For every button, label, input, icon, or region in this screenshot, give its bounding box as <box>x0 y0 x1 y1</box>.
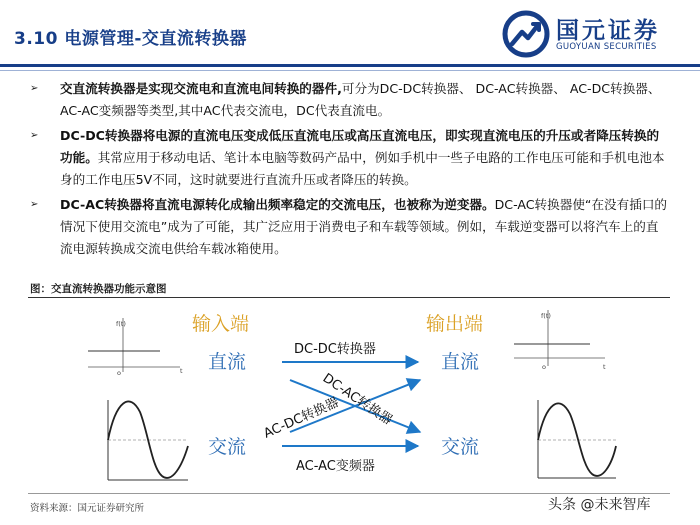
dc-label-right: 直流 <box>441 351 480 373</box>
bullet-item <box>30 78 670 122</box>
ac-graph-right <box>538 400 616 478</box>
dc-graph-left <box>88 318 183 377</box>
header-divider-thin <box>0 70 700 71</box>
ac-graph-left <box>108 400 188 480</box>
guoyuan-logo-icon <box>502 10 550 58</box>
output-label: 输出端 <box>426 313 484 335</box>
axis-t-label: t <box>180 367 183 375</box>
converter-diagram <box>30 300 675 490</box>
logo-chinese-name: 国元证券 <box>556 18 660 44</box>
bullet-list <box>30 78 670 263</box>
axis-f-label: f(t) <box>541 312 551 320</box>
dc-graph-right <box>514 310 606 371</box>
bullet-item <box>30 194 670 260</box>
arrow-acac-label: AC-AC变频器 <box>296 459 375 474</box>
figure-divider <box>28 297 670 298</box>
ac-label-left: 交流 <box>208 436 247 458</box>
dc-label-left: 直流 <box>208 351 247 373</box>
input-label: 输入端 <box>192 313 250 335</box>
ac-label-right: 交流 <box>441 436 480 458</box>
arrow-acdc-label: AC-DC转换器 <box>261 395 342 442</box>
axis-f-label: f(t) <box>116 320 126 328</box>
triangle-arrow-icon: ➢ <box>30 83 39 94</box>
axis-o-label: o <box>542 363 546 371</box>
axis-t-label: t <box>603 363 606 371</box>
bullet-text: 其常应用于移动电话、笔计本电脑等数码产品中，例如手机中一些子电路的工作电压可能和手机电池本身的工作电压5V不同，这时就要进行直流升压或者降压的转换。 <box>60 150 665 187</box>
figure-caption: 图：交直流转换器功能示意图 <box>30 283 167 295</box>
arrow-dcdc-label: DC-DC转换器 <box>294 342 376 357</box>
axis-o-label: o <box>117 369 121 377</box>
bullet-bold-text: DC-AC转换器将直流电源转化成输出频率稳定的交流电压，也被称为逆变器。 <box>60 197 495 212</box>
bullet-bold-text: DC-DC转换器将电源的直流电压变成低压直流电压或高压直流电压，即实现直流电压的升压或者降压转换的功能。 <box>60 128 660 165</box>
header-divider <box>0 64 700 67</box>
company-logo <box>502 10 692 58</box>
page-header <box>0 0 700 64</box>
watermark: 头条 @未来智库 <box>548 497 651 513</box>
arrow-dcac-label: DC-AC转换器 <box>319 370 395 429</box>
logo-english-name: GUOYUAN SECURITIES <box>556 42 657 52</box>
triangle-arrow-icon: ➢ <box>30 130 39 141</box>
source-note: 资料来源：国元证券研究所 <box>30 503 145 514</box>
bullet-text: 可分为DC-DC转换器、 DC-AC转换器、 AC-DC转换器、AC-AC变频器等类型,其中AC代表交流电，DC代表直流电。 <box>60 81 661 118</box>
triangle-arrow-icon: ➢ <box>30 199 39 210</box>
page-title: 3.10 电源管理-交直流转换器 <box>14 29 247 49</box>
bullet-text: DC-AC转换器使“在没有插口的情况下使用交流电”成为了可能，其广泛应用于消费电子和车载等领域。例如，车载逆变器可以将汽车上的直流电源转换成交流电供给车载冰箱使用。 <box>60 197 668 256</box>
bullet-item <box>30 125 670 191</box>
bullet-bold-text: 交直流转换器是实现交流电和直流电间转换的器件, <box>60 81 342 96</box>
